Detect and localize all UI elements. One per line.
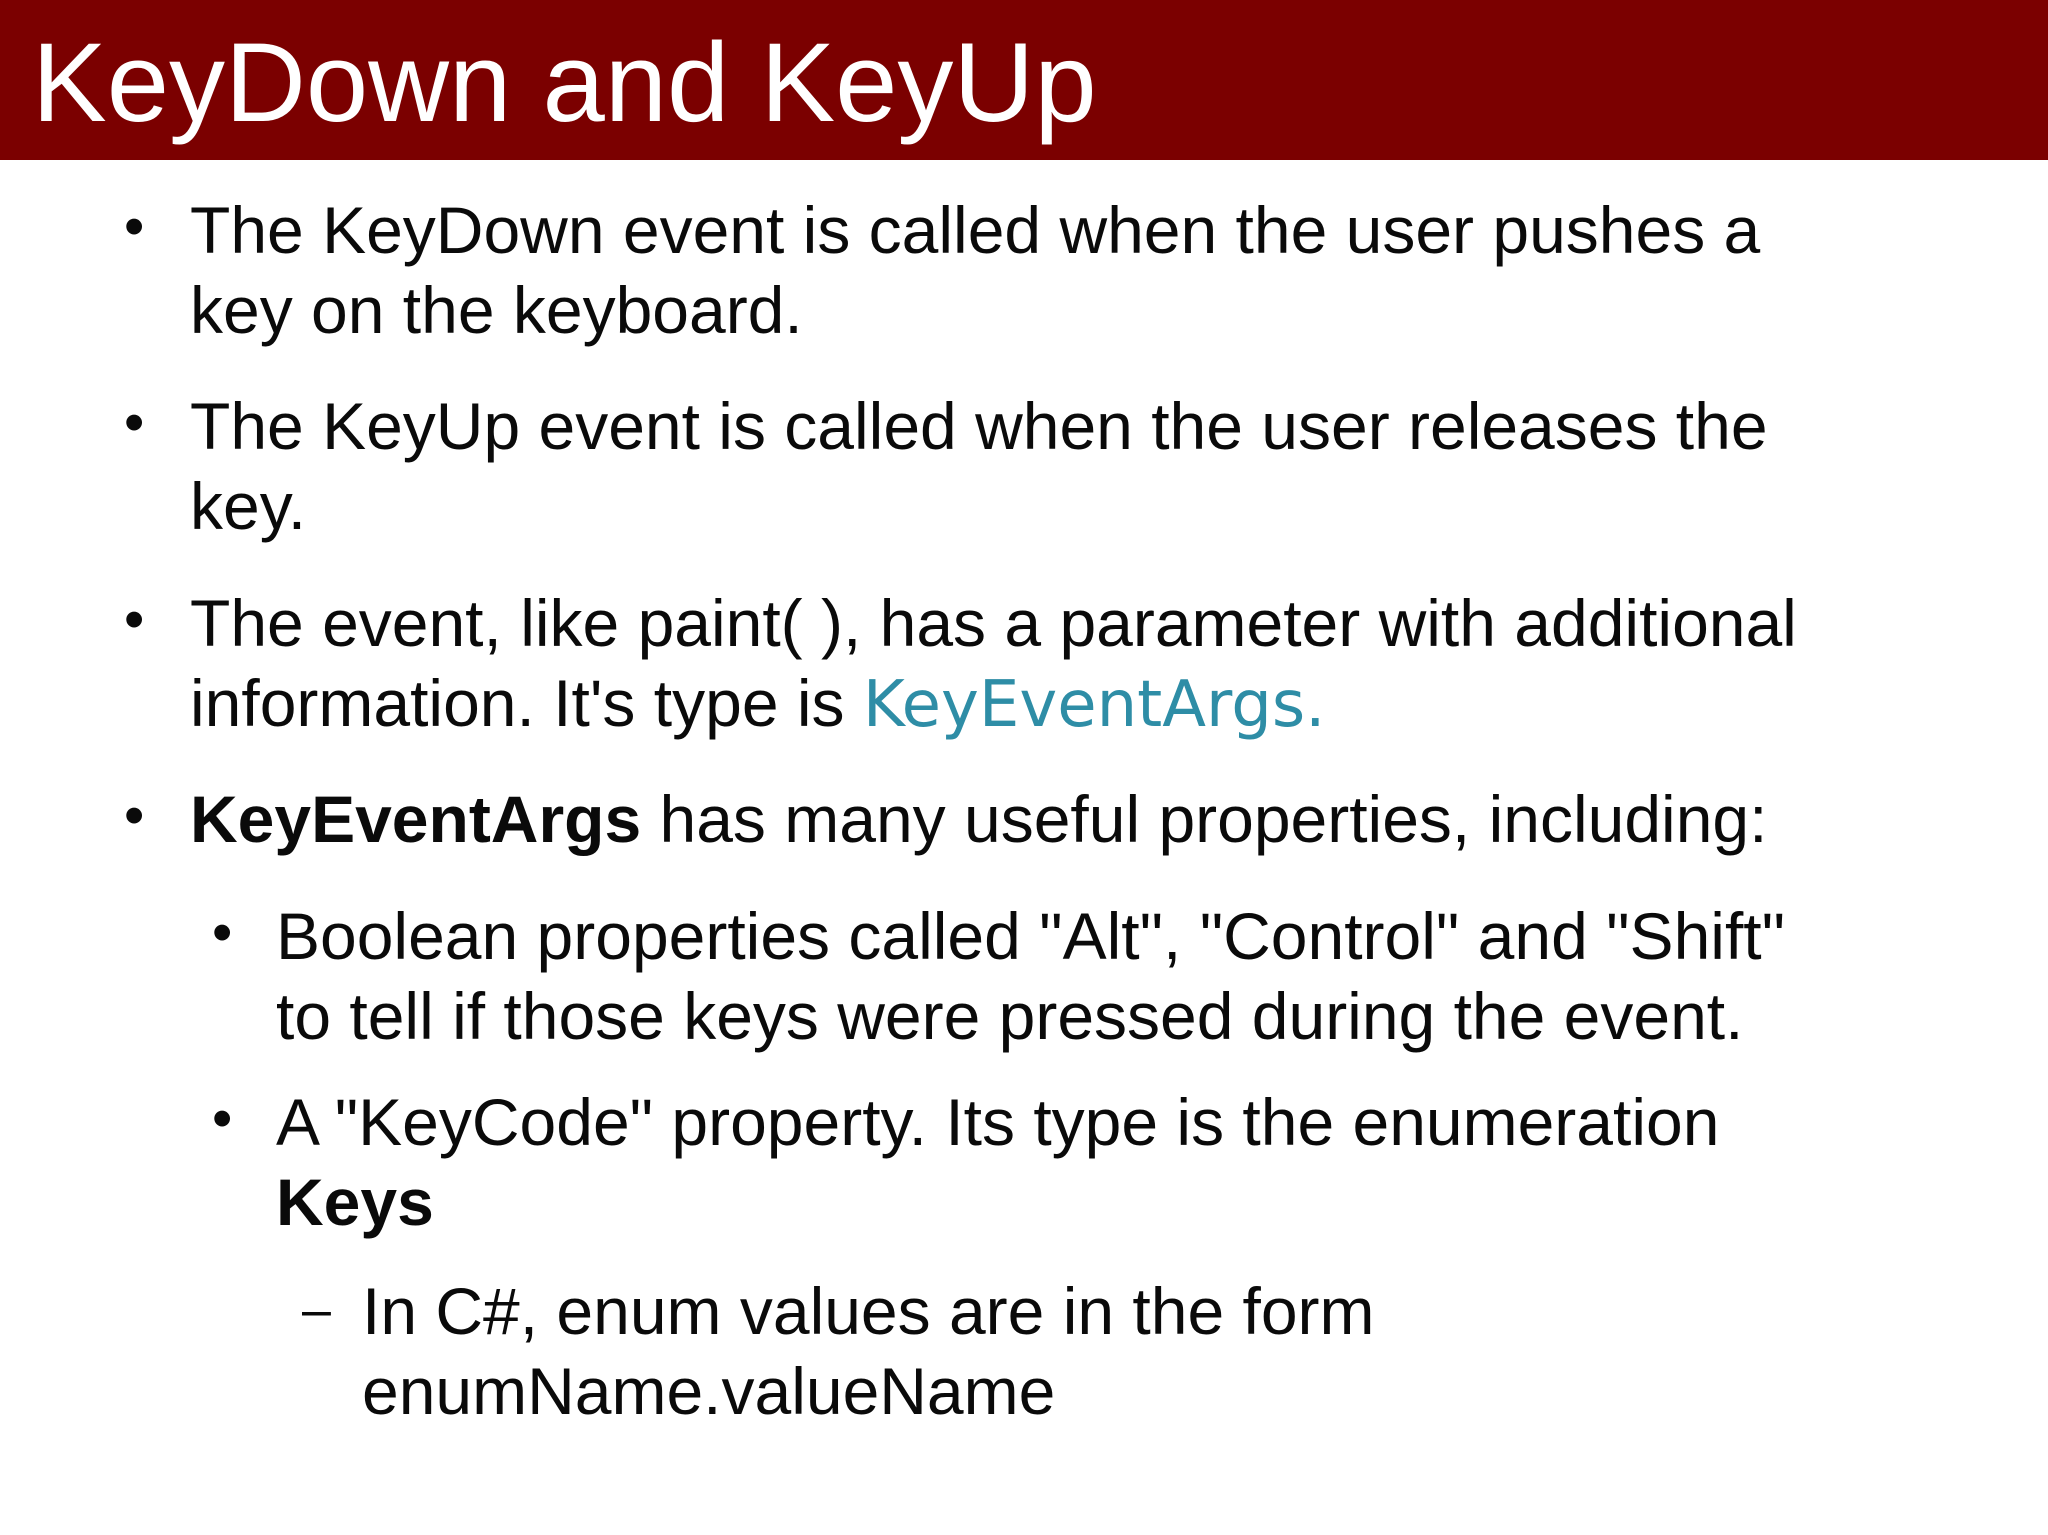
keyeventargs-type-name: KeyEventArgs. bbox=[862, 668, 1326, 742]
bullet-event-parameter-line2 bbox=[190, 663, 1797, 745]
bullet-keydown-line1: The KeyDown event is called when the user pushes a bbox=[190, 193, 1761, 267]
keyeventargs-rest: has many useful properties, including: bbox=[641, 782, 1768, 856]
sub-bullet-boolean-line1: Boolean properties called "Alt", "Control" and "Shift" bbox=[276, 899, 1786, 973]
sub-bullet-keycode-keys: Keys bbox=[276, 1165, 434, 1239]
sub-bullet-marker: • bbox=[212, 1086, 233, 1151]
title-bar bbox=[0, 0, 2048, 160]
sub-bullet-keycode-line1: A "KeyCode" property. Its type is the enumeration bbox=[276, 1085, 1720, 1159]
bullet-marker: • bbox=[124, 587, 145, 652]
keyeventargs-bold: KeyEventArgs bbox=[190, 782, 642, 856]
bullet-marker: • bbox=[124, 783, 145, 848]
bullet-event-parameter-prefix: information. It's type is bbox=[190, 666, 863, 740]
dash-marker: – bbox=[302, 1281, 331, 1339]
bullet-marker: • bbox=[124, 194, 145, 259]
sub-sub-bullet-line1: In C#, enum values are in the form bbox=[362, 1274, 1375, 1348]
bullet-event-parameter bbox=[190, 583, 1797, 745]
bullet-keydown bbox=[190, 190, 1760, 350]
slide-title: KeyDown and KeyUp bbox=[32, 20, 1097, 145]
bullet-event-parameter-line1: The event, like paint( ), has a parameter with additional bbox=[190, 586, 1797, 660]
bullet-keyup bbox=[190, 386, 1768, 546]
bullet-keyup-line1: The KeyUp event is called when the user releases the bbox=[190, 389, 1768, 463]
bullet-keyeventargs-line bbox=[190, 779, 1767, 859]
sub-bullet-boolean-line2: to tell if those keys were pressed during the event. bbox=[276, 979, 1744, 1053]
sub-sub-bullet-line2: enumName.valueName bbox=[362, 1354, 1056, 1428]
sub-bullet-boolean-properties bbox=[276, 896, 1785, 1056]
bullet-keydown-line2: key on the keyboard. bbox=[190, 273, 803, 347]
bullet-marker: • bbox=[124, 390, 145, 455]
sub-bullet-marker: • bbox=[212, 900, 233, 965]
sub-sub-bullet-enum-form bbox=[362, 1271, 1375, 1431]
sub-bullet-keycode bbox=[276, 1082, 1719, 1242]
bullet-keyeventargs-properties bbox=[190, 779, 1767, 859]
bullet-keyup-line2: key. bbox=[190, 469, 307, 543]
